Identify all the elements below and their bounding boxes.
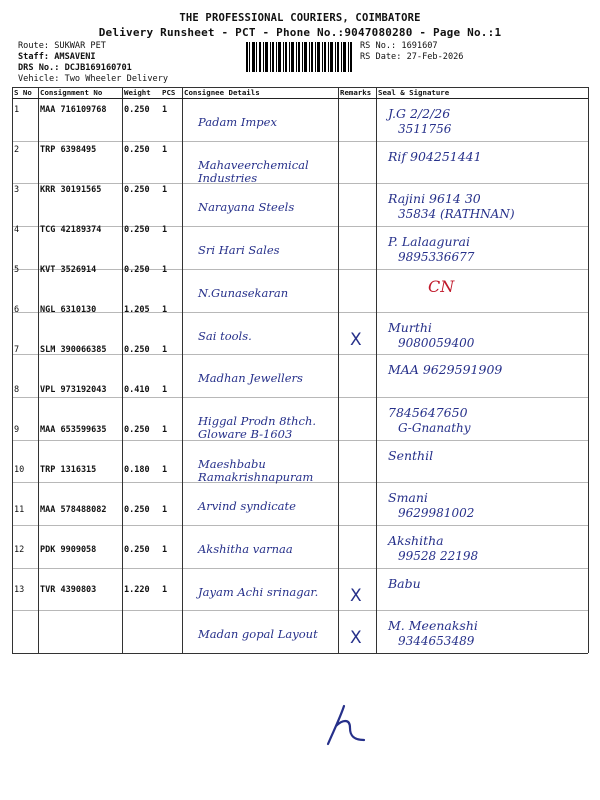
- cell-pcs: 1: [162, 145, 168, 155]
- handwritten-consignee: Mahaveerchemical Industries: [198, 157, 309, 185]
- handwritten-signature: Smani: [388, 490, 428, 506]
- runsheet-title: Delivery Runsheet - PCT - Phone No.:9047080280 - Page No.:1: [98, 26, 502, 39]
- footer-signature: [322, 700, 372, 750]
- cell-sno: 12: [14, 545, 25, 555]
- rs-no-label: RS No.: 1691607: [360, 41, 438, 51]
- cell-consignment: TRP 1316315: [40, 465, 97, 475]
- handwritten-signature: J.G 2/2/26: [388, 106, 451, 121]
- cell-sno: 9: [14, 425, 20, 435]
- table-row: [12, 259, 588, 299]
- handwritten-signature-line2: 9629981002: [398, 506, 475, 521]
- handwritten-consignee: Akshitha varnaa: [198, 542, 293, 556]
- cell-weight: 0.250: [124, 345, 150, 355]
- col-weight: Weight: [122, 87, 160, 99]
- remark-mark: X: [350, 585, 362, 606]
- handwritten-signature-line2: 9344653489: [398, 634, 475, 649]
- handwritten-signature: P. Lalaagurai: [388, 234, 470, 250]
- handwritten-signature-line2: 9895336677: [398, 250, 475, 265]
- handwritten-signature-line2: 35834 (RATHNAN): [398, 207, 515, 222]
- handwritten-consignee: Sri Hari Sales: [198, 243, 280, 258]
- cell-pcs: 1: [162, 105, 168, 115]
- cell-consignment: NGL 6310130: [40, 305, 97, 315]
- cell-weight: 0.250: [124, 145, 150, 155]
- handwritten-signature: Rif 904251441: [388, 148, 482, 164]
- handwritten-consignee: Padam Impex: [198, 115, 277, 129]
- remark-mark: X: [350, 628, 362, 649]
- handwritten-signature-line2: 9080059400: [398, 335, 475, 350]
- handwritten-consignee: N.Gunasekaran: [198, 285, 289, 300]
- cell-signature: [376, 259, 588, 299]
- cell-pcs: 1: [162, 465, 168, 475]
- handwritten-signature: MAA 9629591909: [388, 362, 503, 378]
- handwritten-consignee: Madan gopal Layout: [198, 627, 318, 642]
- cell-pcs: 1: [162, 585, 168, 595]
- cell-sno: 7: [14, 345, 20, 355]
- cell-consignment: SLM 390066385: [40, 345, 107, 355]
- cell-remarks: [338, 499, 376, 539]
- col-signature: Seal & Signature: [376, 87, 588, 99]
- cell-sno: 13: [14, 585, 25, 595]
- col-remarks: Remarks: [338, 87, 376, 99]
- handwritten-signature: 7845647650: [388, 404, 468, 420]
- handwritten-signature-line2: G-Gnanathy: [398, 420, 471, 435]
- company-title: THE PROFESSIONAL COURIERS, COIMBATORE: [179, 12, 421, 24]
- cell-remarks: [338, 219, 376, 259]
- handwritten-consignee: Maeshbabu Ramakrishnapuram: [198, 456, 314, 484]
- handwritten-consignee: Higgal Prodn 8thch. Gloware B-1603: [198, 413, 317, 441]
- cell-pcs: 1: [162, 185, 168, 195]
- cell-consignment: TCG 42189374: [40, 225, 102, 235]
- handwritten-consignee: Sai tools.: [198, 328, 252, 343]
- cell-consignment: VPL 973192043: [40, 385, 107, 395]
- cell-consignment: MAA 716109768: [40, 105, 107, 115]
- barcode: [246, 42, 352, 72]
- drs-label: DRS No.: DCJB169160701: [18, 63, 132, 73]
- cell-remarks: [338, 539, 376, 579]
- table-row: [12, 99, 588, 140]
- cell-sno: 10: [14, 465, 25, 475]
- cell-sno: 1: [14, 105, 20, 115]
- cell-pcs: 1: [162, 265, 168, 275]
- cell-remarks: [338, 379, 376, 419]
- rs-date-label: RS Date: 27-Feb-2026: [360, 52, 464, 62]
- cell-weight: 1.220: [124, 585, 150, 595]
- cell-pcs: 1: [162, 345, 168, 355]
- handwritten-signature: M. Meenakshi: [388, 618, 478, 634]
- cell-consignment: PDK 9909058: [40, 545, 97, 555]
- cell-pcs: 1: [162, 305, 168, 315]
- handwritten-signature-line2: 99528 22198: [398, 549, 479, 563]
- cell-weight: 0.410: [124, 385, 150, 395]
- handwritten-consignee: Jayam Achi srinagar.: [198, 584, 319, 599]
- cell-weight: 0.250: [124, 425, 150, 435]
- cell-weight: 0.250: [124, 105, 150, 115]
- handwritten-signature: Babu: [388, 575, 421, 591]
- col-consignee: Consignee Details: [182, 87, 338, 99]
- handwritten-signature-line2: 3511756: [398, 122, 452, 136]
- cell-remarks: [338, 139, 376, 179]
- route-label: Route: SUKWAR PET: [18, 41, 106, 51]
- cell-weight: 0.250: [124, 505, 150, 515]
- cell-remarks: [338, 459, 376, 499]
- cell-pcs: 1: [162, 385, 168, 395]
- staff-label: Staff: AMSAVENI: [18, 52, 96, 62]
- cell-weight: 0.250: [124, 225, 150, 235]
- cell-weight: 0.250: [124, 185, 150, 195]
- vehicle-label: Vehicle: Two Wheeler Delivery: [18, 74, 169, 84]
- cell-sno: 8: [14, 385, 20, 395]
- cell-consignment: TRP 6398495: [40, 145, 97, 155]
- cell-consignment: TVR 4390803: [40, 585, 97, 595]
- table-row: [12, 499, 588, 539]
- cell-weight: 0.250: [124, 545, 150, 555]
- cell-pcs: 1: [162, 545, 168, 555]
- cell-sno: 11: [14, 505, 25, 515]
- handwritten-consignee: Arvind syndicate: [198, 499, 296, 514]
- handwritten-signature: Rajini 9614 30: [388, 191, 481, 207]
- col-pcs: PCS: [160, 87, 182, 99]
- cell-sno: 6: [14, 305, 20, 315]
- handwritten-signature: Akshitha: [388, 533, 444, 548]
- col-consignment: Consignment No: [38, 87, 122, 99]
- cell-sno: 2: [14, 145, 20, 155]
- cell-pcs: 1: [162, 425, 168, 435]
- remark-mark: X: [350, 329, 362, 350]
- cell-pcs: 1: [162, 505, 168, 515]
- table-header-row: [12, 87, 588, 99]
- handwritten-signature: CN: [428, 276, 455, 296]
- cell-consignment: KVT 3526914: [40, 265, 97, 275]
- handwritten-signature: Murthi: [388, 319, 432, 335]
- table-row: [12, 219, 588, 259]
- cell-consignment: MAA 578488082: [40, 505, 107, 515]
- table-row: [12, 299, 588, 339]
- cell-weight: 0.180: [124, 465, 150, 475]
- table-row: [12, 539, 588, 579]
- cell-consignment: KRR 30191565: [40, 185, 102, 195]
- cell-remarks: [338, 99, 376, 140]
- cell-sno: 4: [14, 225, 20, 235]
- cell-remarks: [338, 259, 376, 299]
- cell-weight: 0.250: [124, 265, 150, 275]
- cell-pcs: 1: [162, 225, 168, 235]
- col-sno: S No: [12, 87, 38, 99]
- cell-sno: 3: [14, 185, 20, 195]
- cell-consignment: MAA 653599635: [40, 425, 107, 435]
- handwritten-signature: Senthil: [388, 447, 434, 463]
- cell-sno: 5: [14, 265, 20, 275]
- handwritten-consignee: Madhan Jewellers: [198, 371, 303, 386]
- cell-weight: 1.205: [124, 305, 150, 315]
- handwritten-consignee: Narayana Steels: [198, 200, 295, 215]
- cell-remarks: [338, 179, 376, 219]
